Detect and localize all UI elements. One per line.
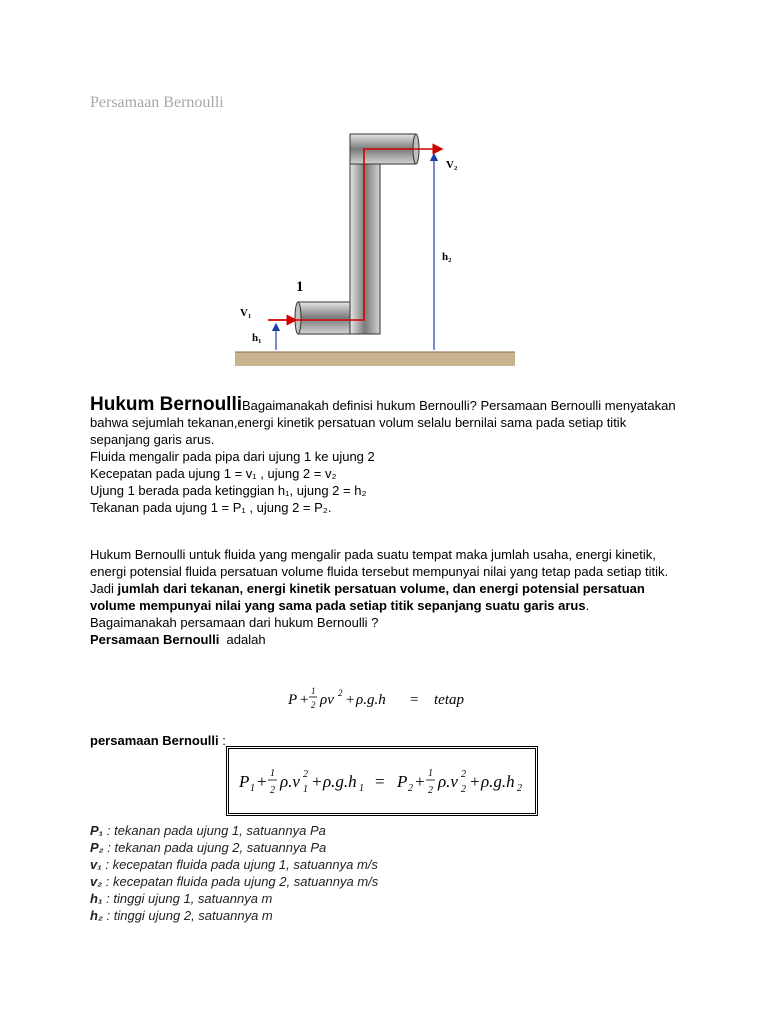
legend-item: h₁ : tinggi ujung 1, satuannya m	[90, 891, 273, 906]
svg-text:2: 2	[311, 700, 316, 710]
label-h1: h₁	[252, 332, 262, 344]
label-v2: V₂	[446, 159, 458, 171]
svg-text:2: 2	[270, 785, 275, 796]
legend-item: P₂ : tekanan pada ujung 2, satuannya Pa	[90, 840, 327, 855]
main-text	[90, 396, 680, 648]
svg-text:+: +	[414, 772, 426, 791]
svg-text:2: 2	[338, 688, 343, 698]
svg-text:+: +	[299, 692, 310, 708]
section-heading: Hukum Bernoulli	[90, 394, 243, 415]
symbol-legend	[90, 822, 378, 924]
svg-text:P: P	[397, 772, 408, 791]
svg-text:ρ.v: ρ.v	[438, 772, 458, 791]
svg-text:+: +	[311, 772, 323, 791]
svg-text:P: P	[239, 772, 250, 791]
svg-text:ρv: ρv	[320, 692, 334, 708]
svg-text:2: 2	[303, 769, 308, 780]
label-point-1: 1	[296, 279, 304, 295]
svg-text:2: 2	[461, 784, 466, 795]
question-line: Bagaimanakah persamaan dari hukum Bernoulli ?	[90, 615, 379, 630]
svg-text:tetap: tetap	[434, 692, 464, 708]
document-title: Persamaan Bernoulli	[90, 94, 224, 111]
bernoulli-emphasis: jumlah dari tekanan, energi kinetik persatuan volume, dan energi potensial persatuan volume mempunyai nilai yang sama pada setiap titik sepanjang suatu garis arus	[90, 581, 645, 613]
equation-intro: Persamaan Bernoulli adalah	[90, 632, 266, 647]
svg-text:1: 1	[270, 768, 275, 779]
svg-text:P: P	[288, 692, 298, 708]
svg-text:2: 2	[408, 783, 413, 794]
bernoulli-pipe-diagram	[230, 126, 520, 376]
legend-item: P₁ : tekanan pada ujung 1, satuannya Pa	[90, 823, 326, 838]
ground	[235, 352, 515, 366]
svg-text:1: 1	[311, 686, 316, 696]
intro-line-1: Fluida mengalir pada pipa dari ujung 1 ke ujung 2	[90, 449, 375, 464]
svg-text:1: 1	[359, 783, 364, 794]
svg-text:ρ.g.h: ρ.g.h	[323, 772, 357, 791]
svg-text:ρ.g.h: ρ.g.h	[356, 692, 386, 708]
legend-item: v₁ : kecepatan fluida pada ujung 1, satuannya m/s	[90, 857, 378, 872]
intro-line-3: Ujung 1 berada pada ketinggian h₁, ujung 2 = h₂	[90, 483, 367, 498]
svg-text:ρ.g.h: ρ.g.h	[481, 772, 515, 791]
intro-text: Bagaimanakah definisi hukum Bernoulli? Persamaan Bernoulli menyatakan bahwa sejumlah tekanan,energi kinetik persatuan volum selalu bernilai sama pada setiap titik sepanjang garis arus.	[90, 398, 676, 447]
bernoulli-paragraph: Hukum Bernoulli untuk fluida yang mengalir pada suatu tempat maka jumlah usaha, energi kinetik, energi potensial fluida persatuan volume fluida tersebut mempunyai nilai yang tetap pada setiap titik. Jadi jumlah dari tekanan, energi kinetik persatuan volume, dan energi potensial persatuan volume mempunyai nilai yang sama pada setiap titik sepanjang suatu garis arus.	[90, 547, 669, 613]
intro-line-4: Tekanan pada ujung 1 = P₁ , ujung 2 = P₂.	[90, 500, 332, 515]
boxed-equation	[229, 749, 535, 813]
svg-text:2: 2	[517, 783, 522, 794]
label-v1: V₁	[240, 307, 252, 319]
svg-text:+: +	[345, 692, 356, 708]
intro-paragraph	[90, 396, 680, 448]
svg-text:2: 2	[461, 769, 466, 780]
legend-item: h₂ : tinggi ujung 2, satuannya m	[90, 908, 273, 923]
svg-text:=: =	[375, 772, 385, 791]
svg-text:=: =	[410, 692, 419, 708]
label-h2: h₂	[442, 251, 452, 263]
svg-text:+: +	[256, 772, 268, 791]
svg-text:1: 1	[250, 783, 255, 794]
intro-line-2: Kecepatan pada ujung 1 = v₁ , ujung 2 = v₂	[90, 466, 337, 481]
svg-text:ρ.v: ρ.v	[280, 772, 300, 791]
legend-item: v₂ : kecepatan fluida pada ujung 2, satuannya m/s	[90, 874, 379, 889]
svg-text:1: 1	[428, 768, 433, 779]
svg-text:+: +	[469, 772, 481, 791]
svg-text:2: 2	[428, 785, 433, 796]
bernoulli-formula-boxed	[226, 746, 538, 816]
bernoulli-formula-general	[286, 680, 486, 720]
svg-text:1: 1	[303, 784, 308, 795]
equation-label: persamaan Bernoulli :	[90, 733, 226, 748]
